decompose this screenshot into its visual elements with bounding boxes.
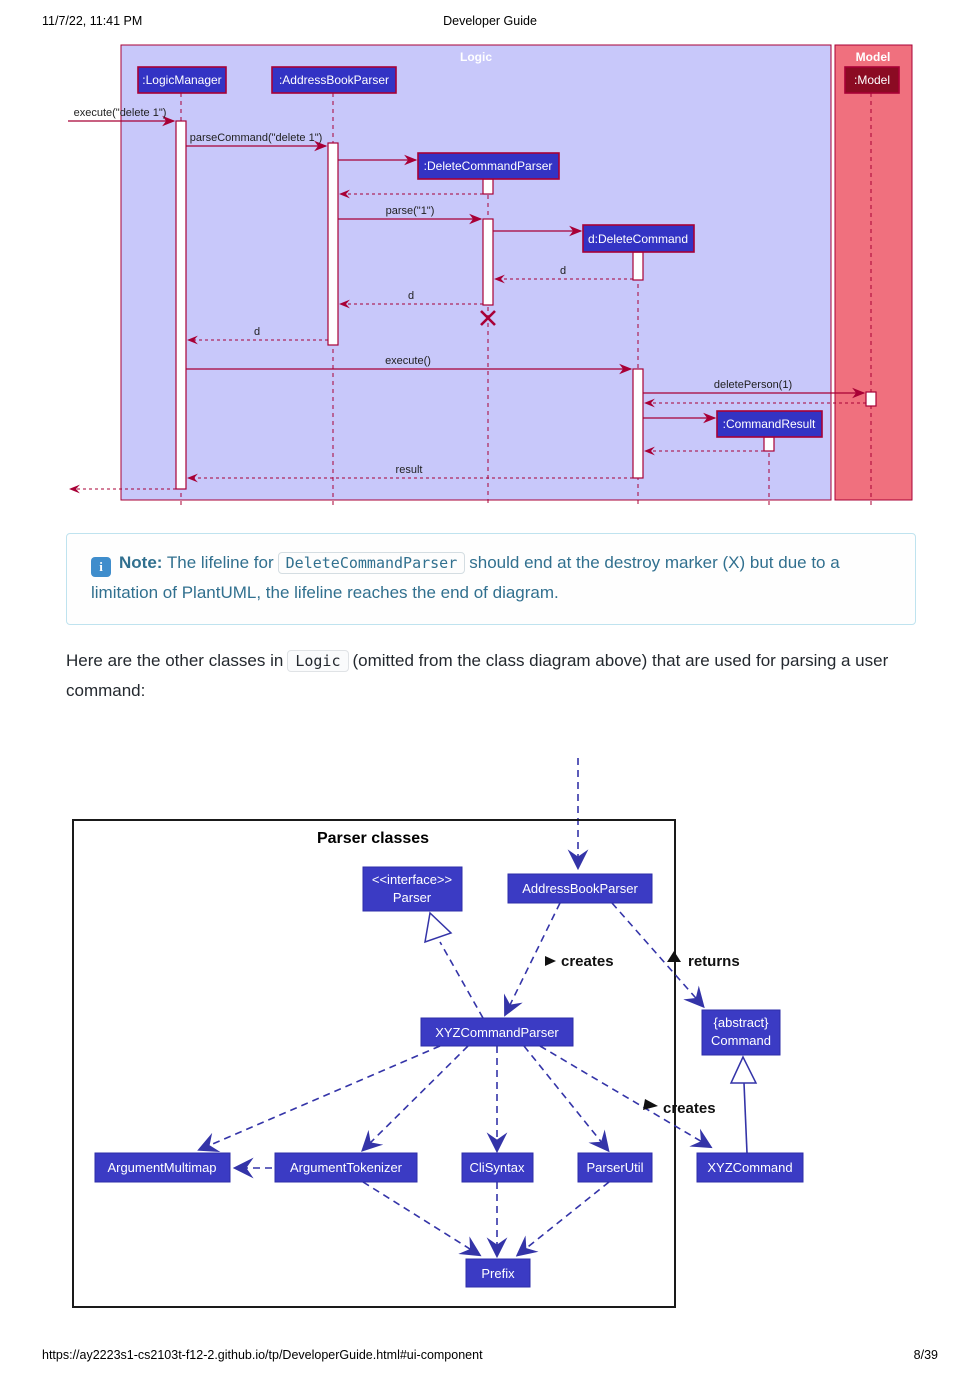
footer-page-indicator: 8/39 <box>913 1348 938 1362</box>
deleteperson-label: deletePerson(1) <box>713 379 793 391</box>
parsecommand-label: parseCommand("delete 1") <box>189 132 323 144</box>
paragraph-text-after: (omitted from the class diagram above) that are used for parsing a user command: <box>66 651 889 700</box>
return-d-label-1: d <box>559 265 567 277</box>
note-text-after: should end at the destroy marker (X) but due to a limitation of PlantUML, the lifeline reaches the end of diagram. <box>91 553 840 602</box>
xyzparser-argumenttokenizer-arrow <box>364 1046 468 1149</box>
info-icon: i <box>91 557 111 577</box>
deletecommandparser-activation-create <box>483 179 493 194</box>
commandresult-activation <box>764 437 774 451</box>
parser-stereotype-label: <<interface>> <box>371 872 453 887</box>
execute-label: execute() <box>385 355 431 367</box>
print-datetime: 11/7/22, 11:41 PM <box>42 14 143 28</box>
note-callout <box>66 533 916 625</box>
logicmanager-activation <box>176 121 186 489</box>
realization-hollow-triangle <box>425 913 451 942</box>
deletecommand-label: d:DeleteCommand <box>587 232 689 246</box>
deletecommand-activation-create <box>633 252 643 280</box>
model-activation <box>866 392 876 406</box>
addressbookparser-activation <box>328 143 338 345</box>
parserutil-prefix-arrow <box>519 1182 609 1254</box>
commandresult-label: :CommandResult <box>722 417 816 431</box>
model-frame-title: Model <box>855 50 891 64</box>
xyzcommand-label: XYZCommand <box>707 1160 793 1175</box>
note-label: Note: <box>119 553 163 572</box>
inheritance-hollow-triangle <box>731 1057 756 1083</box>
creates-label-top: creates <box>561 953 614 970</box>
command-label: Command <box>711 1033 771 1048</box>
returns-direction-icon <box>667 951 681 962</box>
argumentmultimap-label: ArgumentMultimap <box>107 1160 217 1175</box>
footer-url: https://ay2223s1-cs2103t-f12-2.github.io/tp/DeveloperGuide.html#ui-component <box>42 1348 483 1362</box>
result-label: result <box>395 464 423 476</box>
deletecommandparser-activation-parse <box>483 219 493 305</box>
model-label: :Model <box>853 73 891 87</box>
execute-delete-label: execute("delete 1") <box>73 107 167 119</box>
addressbookparser-label: :AddressBookParser <box>278 73 390 87</box>
xyzcommand-extends-command-line <box>744 1083 747 1153</box>
model-frame <box>835 45 912 500</box>
abp-creates-xyzparser-arrow <box>506 903 560 1013</box>
parse-label: parse("1") <box>385 205 435 217</box>
creates-label-bottom: creates <box>663 1100 716 1117</box>
paragraph-code-logic: Logic <box>287 650 348 672</box>
parser-classes-title: Parser classes <box>316 830 430 847</box>
returns-label: returns <box>688 953 740 970</box>
return-d-label-2: d <box>407 290 415 302</box>
parser-classes-diagram <box>0 750 980 1330</box>
prefix-label: Prefix <box>481 1266 515 1281</box>
return-d-label-3: d <box>253 326 261 338</box>
clisyntax-label: CliSyntax <box>469 1160 525 1175</box>
deletecommand-activation-execute <box>633 369 643 478</box>
command-stereotype-label: {abstract} <box>713 1015 769 1030</box>
page-title: Developer Guide <box>443 14 537 28</box>
delete-sequence-diagram <box>0 40 980 515</box>
addressbookparser-class-label: AddressBookParser <box>522 881 638 896</box>
note-text-before: The lifeline for <box>166 553 274 572</box>
argumenttokenizer-label: ArgumentTokenizer <box>290 1160 402 1175</box>
xyzcommandparser-label: XYZCommandParser <box>435 1025 559 1040</box>
creates2-direction-icon <box>643 1099 658 1110</box>
class-boxes <box>95 867 803 1287</box>
deletecommandparser-label: :DeleteCommandParser <box>423 159 553 173</box>
argumenttokenizer-prefix-arrow <box>363 1182 478 1254</box>
note-code-deletecommandparser: DeleteCommandParser <box>278 552 466 574</box>
parser-label: Parser <box>392 890 432 905</box>
creates-direction-icon <box>545 956 556 966</box>
parserutil-label: ParserUtil <box>586 1160 644 1175</box>
xyzparser-realizes-parser-line <box>440 942 483 1018</box>
xyzparser-creates-xyzcommand-arrow <box>540 1046 709 1146</box>
paragraph-text-before: Here are the other classes in <box>66 651 284 670</box>
xyzparser-argumentmultimap-arrow <box>201 1046 440 1149</box>
logic-frame-title: Logic <box>460 50 492 64</box>
intro-paragraph <box>66 646 926 706</box>
logicmanager-label: :LogicManager <box>142 73 222 87</box>
